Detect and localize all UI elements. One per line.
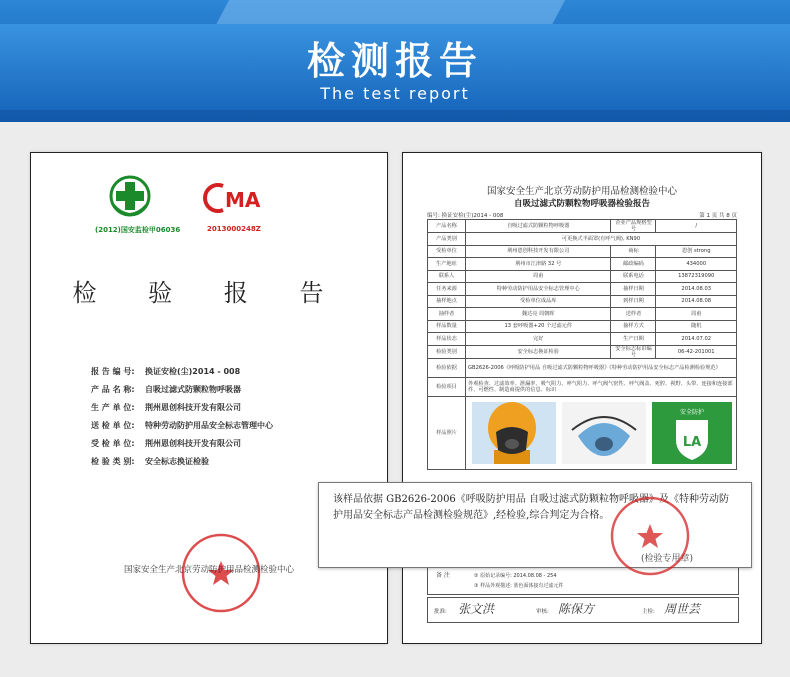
table-row: 生产地址 荆州市江津路 32 号 邮政编码 434000	[428, 258, 737, 271]
info-label: 送 检 单 位:	[91, 421, 135, 430]
inspection-seal-label: (检验专用章)	[640, 554, 693, 564]
certification-logos	[95, 175, 335, 235]
green-logo-caption: (2012)国安监检甲06036	[95, 226, 181, 234]
signature-box	[427, 597, 739, 623]
remark-line: ② 原始记录编号: 2014.08.08 - 254	[474, 573, 557, 579]
safety-cross-logo-icon	[109, 175, 151, 217]
report-subtitle: 自吸过滤式防颗粒物呼吸器检验报告	[513, 199, 650, 209]
info-label: 受 检 单 位:	[91, 439, 135, 448]
info-row	[91, 417, 371, 435]
badge-letters: LA	[682, 434, 702, 450]
table-row: 抽样者 魏达亮 周朝晖 送样者 周甫	[428, 308, 737, 321]
table-row: 样品照片 安全防护 LA	[428, 396, 737, 469]
approve-signature: 张文洪	[458, 602, 495, 616]
info-value: 特种劳动防护用品安全标志管理中心	[145, 421, 273, 430]
info-row	[91, 399, 371, 417]
info-value: 荆州恩创科技开发有限公司	[145, 403, 241, 412]
table-row: 受检单位 荆州恩创科技开发有限公司 商标 恩创 strong	[428, 245, 737, 258]
report-org-title: 国家安全生产北京劳动防护用品检测检验中心	[486, 186, 677, 197]
audit-label: 审核:	[536, 609, 549, 615]
info-row	[91, 381, 371, 399]
info-label: 产 品 名 称:	[91, 385, 135, 394]
cover-info	[91, 363, 371, 471]
respirator-photos-icon	[468, 400, 734, 466]
approve-label: 批准:	[434, 609, 447, 615]
table-row: 检验依据 GB2626-2006《呼吸防护用品 自吸过滤式防颗粒物呼吸器》《特种劳动防护用品安全标志产品检测检验规范》	[428, 358, 737, 377]
table-row: 任务来源 特种劳动防护用品安全标志管理中心 抽样日期 2014.08.03	[428, 283, 737, 296]
table-row: 产品名称 自吸过滤式防颗粒物呼吸器 企业产品规格型号 /	[428, 220, 737, 233]
report-detail-sheet	[402, 152, 762, 644]
info-label: 检 验 类 别:	[91, 457, 135, 466]
banner-accent	[215, 0, 574, 26]
info-value: 荆州恩创科技开发有限公司	[145, 439, 241, 448]
main-inspector-label: 主检:	[642, 609, 655, 615]
info-value: 换证安检(尘)2014 - 008	[145, 367, 241, 376]
page-number: 第 1 页 共 8 页	[699, 213, 737, 219]
cma-logo-icon	[203, 183, 277, 213]
table-row: 检验项目 外观检查、过滤效率、泄漏率、吸气阻力、呼气阻力、呼气阀气密性、呼气阀盖、死腔、视野、头带、连接和连接部件、可燃性、制造商提供的信息、标识	[428, 377, 737, 396]
info-value: 安全标志换证检验	[145, 457, 209, 466]
audit-signature: 陈保方	[558, 602, 595, 616]
banner-subtitle: The test report	[320, 84, 470, 103]
sample-photos	[468, 400, 734, 466]
cma-text: MA	[225, 188, 261, 212]
report-meta	[427, 211, 737, 219]
cover-title: 检 验 报 告	[72, 279, 346, 307]
info-label: 报 告 编 号:	[91, 367, 135, 376]
conclusion-text: 该样品依据 GB2626-2006《呼吸防护用品 自吸过滤式防颗粒物呼吸器》及《特种劳动防护用品安全标志产品检测检验规范》,经检验,综合判定为合格。	[333, 494, 729, 521]
badge-top-text: 安全防护	[679, 408, 705, 416]
table-row: 产品类别 可更换式半面罩(有呼气阀), KN90	[428, 233, 737, 246]
report-cover-sheet	[30, 152, 388, 644]
report-table	[427, 219, 737, 470]
table-row: 样品状态 完好 生产日期 2014.07.02	[428, 333, 737, 346]
info-value: 自吸过滤式防颗粒物呼吸器	[145, 385, 241, 394]
cover-footer: 国家安全生产北京劳动防护用品检测检验中心	[123, 565, 294, 575]
table-row: 样品数量 13 套呼吸器+20 个过滤元件 抽样方式 随机	[428, 320, 737, 333]
info-row	[91, 363, 371, 381]
info-row	[91, 453, 371, 471]
main-inspector-signature: 周世芸	[664, 602, 701, 616]
table-row: 检验类别 安全标志换证检验 安全标志标识编号 06-42-201001	[428, 345, 737, 358]
header-banner	[0, 0, 790, 122]
inspection-stamp-icon	[608, 494, 692, 578]
info-row	[91, 435, 371, 453]
info-label: 生 产 单 位:	[91, 403, 135, 412]
report-number: 编号: 换证安检(尘)2014 - 008	[427, 213, 504, 219]
remark-line: ③ 样品外观描述: 蓝色面体接有过滤元件	[474, 583, 564, 589]
table-row: 联系人 周甫 联系电话 13872319090	[428, 270, 737, 283]
table-row: 抽样地点 受检单位成品库 到样日期 2014.08.08	[428, 295, 737, 308]
red-logo-caption: 2013000248Z	[207, 225, 261, 233]
banner-title: 检测报告	[306, 39, 483, 83]
remarks-label: 备 注	[436, 572, 450, 579]
